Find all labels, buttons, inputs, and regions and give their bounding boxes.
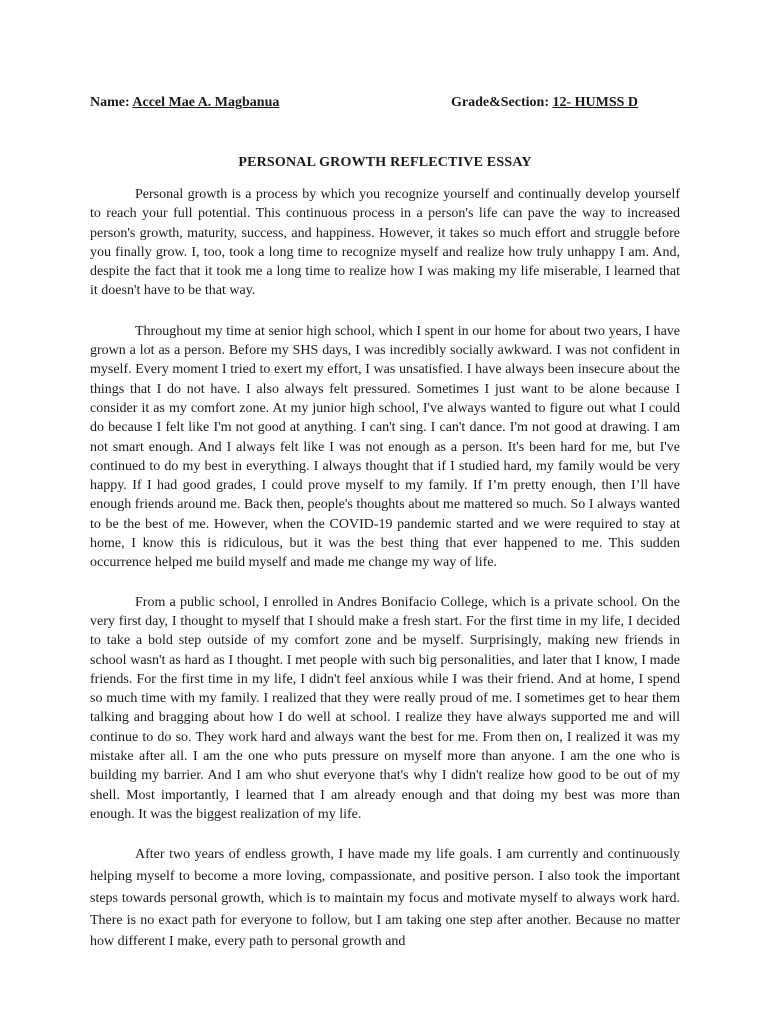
essay-paragraph-2: Throughout my time at senior high school, which I spent in our home for about two years, I have grown a lot as a person. Before my SHS days, I was incredibly socially awkward. I was not confident in myself. Every moment I tried to exert my effort, I was unsatisfied. I have always been insecure about the things that I do not have. I also always felt pressured. Sometimes I just want to be alone because I consider it as my comfort zone. At my junior high school, I've always wanted to figure out what I could do because I felt like I'm not good at anything. I can't sing. I can't dance. I'm not good at drawing. I am not smart enough. And I always felt like I was not enough as a person. It's been hard for me, but I've continued to do my best in everything. I always thought that if I studied hard, my family would be very happy. If I had good grades, I could prove myself to my family. If I’m pretty enough, then I’ll have enough friends around me. Back then, people's thoughts about me mattered so much. So I always wanted to be the best of me. However, when the COVID-19 pandemic started and we were required to stay at home, I know this is ridiculous, but it was the best thing that ever happened to me. This sudden occurrence helped me build myself and made me change my way of life. xyxy=(90,323,680,571)
grade-label: Grade&Section: xyxy=(451,95,549,110)
essay-title: PERSONAL GROWTH REFLECTIVE ESSAY xyxy=(238,155,532,170)
name-value: Accel Mae A. Magbanua xyxy=(132,95,280,110)
grade-value: 12- HUMSS D xyxy=(552,95,639,110)
essay-paragraph-1: Personal growth is a process by which you recognize yourself and continually develop yourself to reach your full potential. This continuous process in a person's life can pave the way to increased person's growth, maturity, success, and happiness. However, it takes so much effort and struggle before you finally grow. I, too, took a long time to recognize myself and realize how truly unhappy I am. And, despite the fact that it took me a long time to realize how I was making my life miserable, I learned that it doesn't have to be that way. xyxy=(90,187,680,299)
essay-paragraph-4: After two years of endless growth, I have made my life goals. I am currently and continuously helping myself to become a more loving, compassionate, and positive person. I also took the important steps towards personal growth, which is to maintain my focus and motivate myself to always work hard. There is no exact path for everyone to follow, but I am taking one step after another. Because no matter how different I make, every path to personal growth and xyxy=(90,847,680,950)
header-row xyxy=(90,95,680,115)
grade-section-field xyxy=(451,95,638,111)
name-label: Name: xyxy=(90,95,130,110)
essay-paragraph-3: From a public school, I enrolled in Andres Bonifacio College, which is a private school. On the very first day, I thought to myself that I should make a fresh start. For the first time in my life, I decided to take a bold step outside of my comfort zone and be myself. Surprisingly, making new friends in school wasn't as hard as I thought. I met people with such big personalities, and later that I know, I made friends. For the first time in my life, I didn't feel anxious while I was their friend. And at home, I spend so much time with my family. I realized that they were really proud of me. I sometimes get to hear them talking and bragging about how I do well at school. I realize they have always supported me and will continue to do so. They work hard and always want the best for me. From then on, I realized it was my mistake after all. I am the one who puts pressure on myself more than anyone. I am the one who is building my barrier. And I am who shut everyone that's why I didn't realize how good to be out of my shell. Most importantly, I learned that I am already enough and that doing my best was more than enough. It was the biggest realization of my life. xyxy=(90,594,680,822)
name-field xyxy=(90,95,279,111)
